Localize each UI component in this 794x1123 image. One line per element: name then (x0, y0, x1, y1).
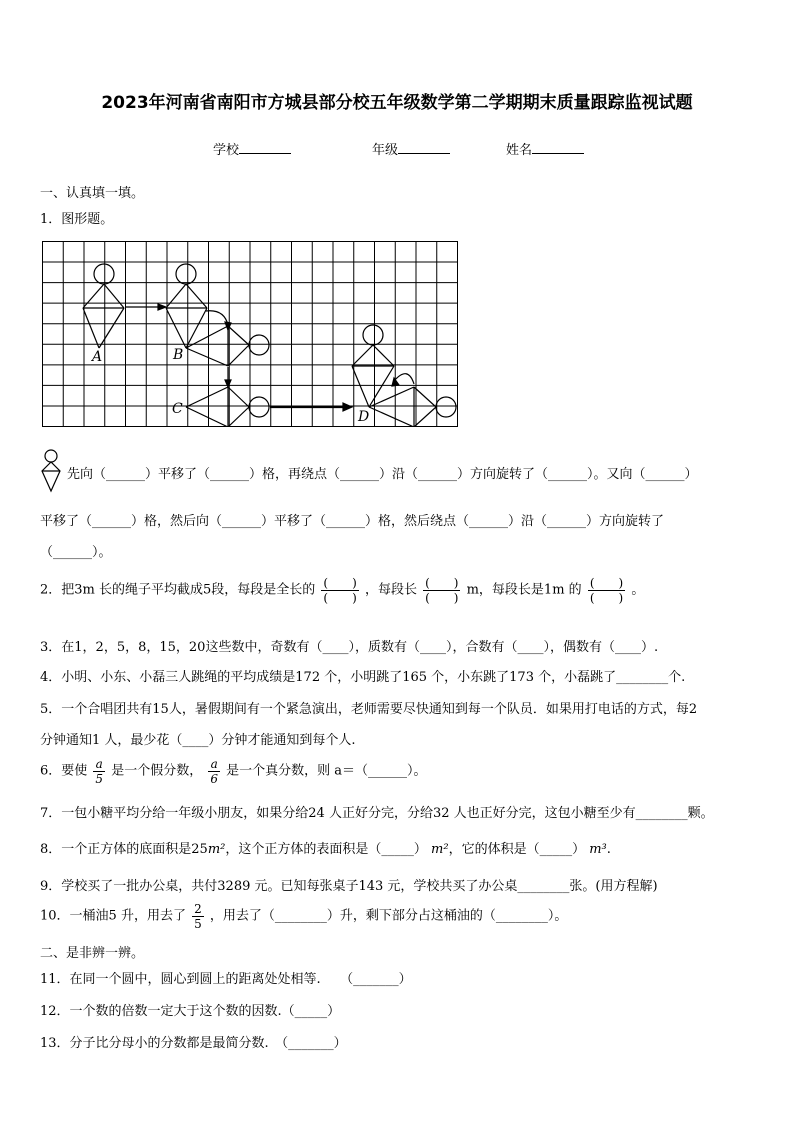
grid-figure (42, 241, 458, 427)
q6-text-a: 6．要使 (40, 763, 88, 779)
q2-fraction-2: $\frac{( )}{( )}$ (425, 576, 459, 605)
figure-b-rotated (186, 326, 269, 366)
q10-fraction: $\frac{2}{5}$ (194, 902, 202, 931)
q2-text-a: 2．把3m 长的绳子平均截成5段，每段是全长的 (40, 582, 316, 598)
question-13: 13．分子比分母小的分数都是最简分数. （_______） (40, 1036, 347, 1051)
q2-fraction-1: $\frac{( )}{( )}$ (323, 576, 357, 605)
section-2-heading: 二、是非辨一辨。 (40, 946, 145, 961)
q2-text-b: ，每段长 (364, 582, 417, 598)
question-1-label: 1．图形题。 (40, 212, 114, 227)
question-9: 9．学校买了一批办公桌，共付3289 元。已知每张桌子143 元，学校共买了办公桌________张。(用方程解) (40, 879, 658, 894)
q6-fraction-1: $\frac{a}{5}$ (95, 757, 104, 786)
page-title: 2023年河南省南阳市方城县部分校五年级数学第二学期期末质量跟踪监视试题 (101, 93, 693, 113)
question-5-line-1: 5．一个合唱团共有15人，暑假期间有一个紧急演出，老师需要尽快通知到每一个队员．如果用打电话的方式，每2 (40, 702, 698, 717)
question-3: 3．在1，2，5，8，15，20这些数中，奇数有（____），质数有（____），合数有（____），偶数有（____）. (40, 640, 659, 655)
q2-text-c: m，每段长是1m 的 (466, 582, 582, 598)
q8-text-b: ，这个正方体的表面积是（_____） (225, 842, 427, 857)
q10-text-a: 10．一桶油5 升，用去了 (40, 908, 186, 924)
question-1-line-3: （______）。 (40, 545, 112, 560)
question-1-line-2: 平移了（______）格，然后向（______）平移了（______）格，然后绕点（______）沿（______）方向旋转了 (40, 514, 665, 529)
name-label: 姓名 (506, 143, 533, 158)
q8-text-c: ，它的体积是（_____） (448, 842, 586, 857)
q6-text-b: 是一个假分数， (111, 763, 203, 779)
q8-unit: m² (207, 842, 226, 857)
question-6 (40, 757, 427, 786)
figure-c (186, 387, 269, 427)
label-c: C (172, 401, 183, 417)
q6-text-c: 是一个真分数，则 a＝（______）。 (226, 763, 427, 779)
q2-text-d: 。 (631, 582, 645, 598)
school-label: 学校 (213, 143, 240, 158)
q10-text-b: ，用去了（________）升，剩下部分占这桶油的（________）。 (209, 908, 568, 924)
name-field[interactable] (506, 139, 584, 158)
question-1-line-1: 先向（______）平移了（______）格，再绕点（______）沿（______）方向旋转了（______）。又向（______） (67, 467, 698, 482)
arrows (125, 304, 414, 411)
question-4: 4．小明、小东、小磊三人跳绳的平均成绩是172 个，小明跳了165 个，小东跳了173 个，小磊跳了________个. (40, 670, 686, 685)
q8-unit-2: m² (431, 842, 449, 857)
kite-shape-icon (38, 449, 66, 494)
label-d: D (358, 409, 370, 425)
grade-field[interactable] (372, 139, 450, 158)
label-b: B (173, 347, 184, 363)
q8-text-d: . (606, 842, 611, 857)
question-12: 12．一个数的倍数一定大于这个数的因数.（_____） (40, 1004, 341, 1019)
q8-unit-3: m³ (589, 842, 607, 857)
question-8 (40, 838, 611, 857)
school-field[interactable] (213, 139, 291, 158)
question-7: 7．一包小糖平均分给一年级小朋友，如果分给24 人正好分完，分给32 人也正好分完，这包小糖至少有________颗。 (40, 806, 714, 821)
figure-a (83, 264, 124, 348)
q8-text-a: 8．一个正方体的底面积是25 (40, 842, 208, 857)
question-5-line-2: 分钟通知1 人，最少花（____）分钟才能通知到每个人. (40, 733, 356, 748)
figure-b (166, 264, 207, 348)
section-1-heading: 一、认真填一填。 (40, 186, 145, 201)
q6-fraction-2: $\frac{a}{6}$ (210, 757, 218, 786)
grade-label: 年级 (372, 143, 399, 158)
label-a: A (92, 349, 103, 365)
question-11: 11．在同一个圆中，圆心到圆上的距离处处相等. （_______） (40, 972, 412, 987)
question-2 (40, 576, 644, 605)
question-10 (40, 902, 567, 931)
q2-fraction-3: $\frac{( )}{( )}$ (589, 576, 624, 605)
